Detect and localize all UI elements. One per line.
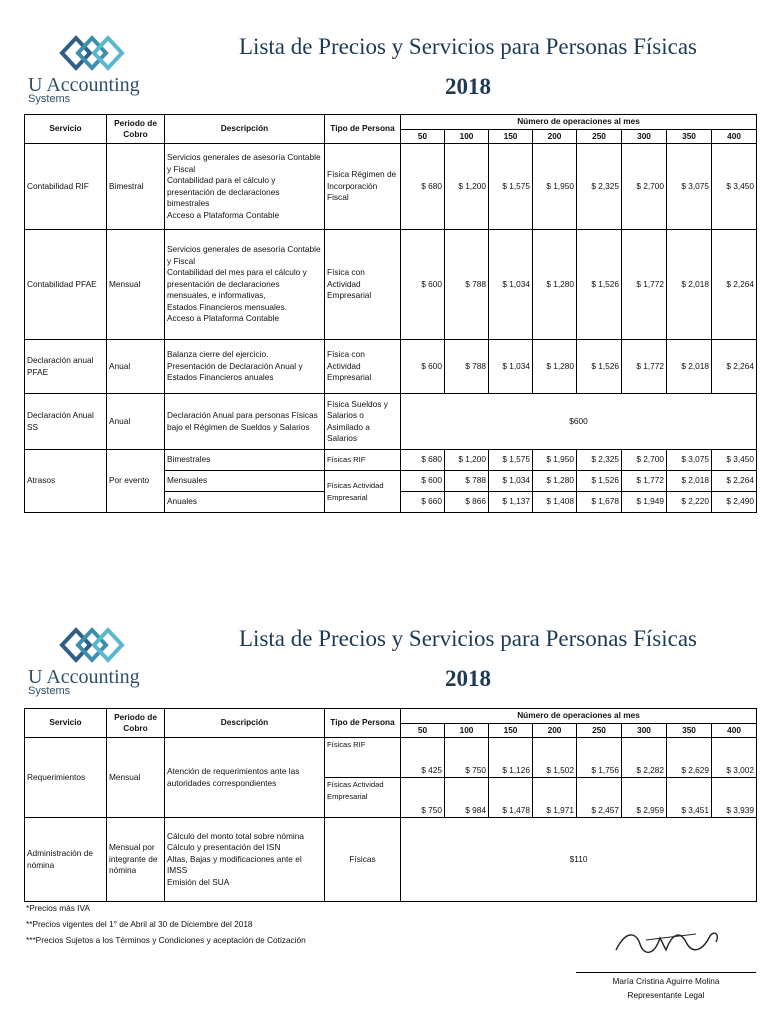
cell-price: $ 680 (401, 144, 445, 230)
cell-price: $ 2,700 (622, 144, 667, 230)
table-row (25, 394, 757, 450)
cell-price: $ 788 (445, 340, 489, 394)
cell-descripcion: Anuales (165, 492, 325, 513)
company-logo (28, 620, 160, 696)
cell-price: $ 2,264 (712, 230, 757, 340)
cell-price: $ 2,325 (577, 450, 622, 471)
page-title (168, 34, 768, 100)
cell-periodo: Mensual (107, 738, 165, 818)
cell-descripcion: Declaración Anual para personas Físicas bajo el Régimen de Sueldos y Salarios (165, 394, 325, 450)
cell-descripcion: Servicios generales de asesoría Contable y Fiscal Contabilidad del mes para el cálculo y presentación de declaraciones mensuales, e informativas, Estados Financieros mensuales. Acceso a Plataforma Contable (165, 230, 325, 340)
logo-mark-icon (56, 620, 126, 670)
header-col: 200 (533, 723, 577, 738)
table-row (25, 340, 757, 394)
cell-price-flat: $110 (401, 818, 757, 902)
cell-servicio: Declaración Anual SS (25, 394, 107, 450)
header-operaciones: Número de operaciones al mes (401, 709, 757, 724)
cell-tipo: Física con Actividad Empresarial (325, 230, 401, 340)
cell-price: $ 2,457 (577, 778, 622, 818)
cell-price: $ 2,629 (667, 738, 712, 778)
cell-price: $ 2,220 (667, 492, 712, 513)
cell-tipo: Físicas RIF (325, 450, 401, 471)
table-row (25, 818, 757, 902)
header-operaciones: Número de operaciones al mes (401, 115, 757, 130)
brand-subtitle: Systems (28, 685, 71, 697)
header-col: 50 (401, 129, 445, 144)
header-col: 250 (577, 723, 622, 738)
cell-tipo: Físicas Actividad Empresarial (325, 471, 401, 513)
cell-price: $ 3,450 (712, 144, 757, 230)
header-col: 250 (577, 129, 622, 144)
price-table-2 (24, 708, 757, 902)
cell-price: $ 1,034 (489, 230, 533, 340)
header-col: 350 (667, 723, 712, 738)
cell-price: $ 1,280 (533, 471, 577, 492)
header-descripcion: Descripción (165, 115, 325, 144)
cell-tipo: Física Sueldos y Salarios o Asimilado a Salarios (325, 394, 401, 450)
header-descripcion: Descripción (165, 709, 325, 738)
title-year: 2018 (445, 74, 491, 99)
cell-price: $ 1,772 (622, 471, 667, 492)
cell-price: $ 1,034 (489, 340, 533, 394)
cell-price: $ 1,971 (533, 778, 577, 818)
cell-price: $ 1,756 (577, 738, 622, 778)
cell-descripcion: Bimestrales (165, 450, 325, 471)
signature-block (576, 920, 756, 1000)
table-row (25, 738, 757, 778)
brand-name: U Accounting (28, 74, 140, 96)
signature-role: Representante Legal (627, 990, 705, 1000)
cell-price: $ 1,137 (489, 492, 533, 513)
cell-price: $ 600 (401, 471, 445, 492)
cell-price: $ 3,450 (712, 450, 757, 471)
title-text: Lista de Precios y Servicios para Personas Físicas (239, 626, 697, 651)
cell-price: $ 2,018 (667, 340, 712, 394)
header-col: 300 (622, 129, 667, 144)
cell-descripcion: Cálculo del monto total sobre nómina Cálculo y presentación del ISN Altas, Bajas y modificaciones ante el IMSS Emisión del SUA (165, 818, 325, 902)
header-periodo: Periodo de Cobro (107, 709, 165, 738)
header-tipo: Tipo de Persona (325, 709, 401, 738)
cell-price: $ 1,950 (533, 450, 577, 471)
cell-price: $ 984 (445, 778, 489, 818)
brand-name: U Accounting (28, 666, 140, 688)
cell-price: $ 3,939 (712, 778, 757, 818)
logo-mark-icon (56, 28, 126, 78)
cell-price: $ 2,018 (667, 471, 712, 492)
cell-price: $ 1,478 (489, 778, 533, 818)
cell-descripcion: Servicios generales de asesoría Contable y Fiscal Contabilidad para el cálculo y presentación de declaraciones bimestrales Acceso a Plataforma Contable (165, 144, 325, 230)
cell-tipo: Físicas Actividad Empresarial (325, 778, 401, 818)
cell-price: $ 680 (401, 450, 445, 471)
cell-price: $ 425 (401, 738, 445, 778)
cell-price: $ 1,526 (577, 340, 622, 394)
signature-mark-icon (606, 920, 726, 960)
cell-price: $ 1,280 (533, 340, 577, 394)
cell-servicio: Declaración anual PFAE (25, 340, 107, 394)
header-servicio: Servicio (25, 115, 107, 144)
cell-descripcion: Mensuales (165, 471, 325, 492)
header-periodo: Periodo de Cobro (107, 115, 165, 144)
cell-price: $ 1,575 (489, 144, 533, 230)
cell-price: $ 788 (445, 471, 489, 492)
cell-price: $ 750 (445, 738, 489, 778)
title-year: 2018 (445, 666, 491, 691)
cell-tipo: Física Régimen de Incorporación Fiscal (325, 144, 401, 230)
cell-price: $ 750 (401, 778, 445, 818)
table-row (25, 230, 757, 340)
cell-price: $ 2,700 (622, 450, 667, 471)
cell-price: $ 1,200 (445, 144, 489, 230)
table-row (25, 450, 757, 471)
cell-servicio: Requerimientos (25, 738, 107, 818)
cell-price: $ 1,408 (533, 492, 577, 513)
title-text: Lista de Precios y Servicios para Personas Físicas (239, 34, 697, 59)
header-col: 150 (489, 129, 533, 144)
header-col: 400 (712, 129, 757, 144)
cell-periodo: Anual (107, 394, 165, 450)
header-tipo: Tipo de Persona (325, 115, 401, 144)
cell-descripcion: Balanza cierre del ejercicio. Presentación de Declaración Anual y Estados Financieros anuales (165, 340, 325, 394)
footnotes (26, 900, 306, 948)
cell-price: $ 3,002 (712, 738, 757, 778)
cell-descripcion: Atención de requerimientos ante las autoridades correspondientes (165, 738, 325, 818)
cell-price: $ 1,200 (445, 450, 489, 471)
cell-tipo: Físicas RIF (325, 738, 401, 778)
cell-price: $ 2,490 (712, 492, 757, 513)
header-col: 100 (445, 129, 489, 144)
header-col: 150 (489, 723, 533, 738)
cell-price: $ 1,526 (577, 471, 622, 492)
cell-price: $ 3,451 (667, 778, 712, 818)
price-table-1 (24, 114, 757, 513)
cell-periodo: Bimestral (107, 144, 165, 230)
cell-price: $ 2,018 (667, 230, 712, 340)
cell-price: $ 788 (445, 230, 489, 340)
cell-price: $ 1,126 (489, 738, 533, 778)
cell-periodo: Mensual por integrante de nómina (107, 818, 165, 902)
brand-subtitle: Systems (28, 93, 71, 105)
cell-price-flat: $600 (401, 394, 757, 450)
header-col: 50 (401, 723, 445, 738)
header-col: 400 (712, 723, 757, 738)
cell-price: $ 2,959 (622, 778, 667, 818)
cell-price: $ 1,575 (489, 450, 533, 471)
header-col: 100 (445, 723, 489, 738)
cell-servicio: Contabilidad PFAE (25, 230, 107, 340)
cell-price: $ 3,075 (667, 144, 712, 230)
cell-tipo: Físicas (325, 818, 401, 902)
cell-price: $ 1,678 (577, 492, 622, 513)
table-row (25, 144, 757, 230)
cell-price: $ 1,526 (577, 230, 622, 340)
cell-periodo: Anual (107, 340, 165, 394)
cell-price: $ 2,282 (622, 738, 667, 778)
cell-price: $ 1,772 (622, 230, 667, 340)
footnote: **Precios vigentes del 1° de Abril al 30 de Diciembre del 2018 (26, 919, 253, 929)
cell-servicio: Atrasos (25, 450, 107, 513)
cell-periodo: Por evento (107, 450, 165, 513)
cell-price: $ 1,502 (533, 738, 577, 778)
footnote: ***Precios Sujetos a los Términos y Condiciones y aceptación de Cotización (26, 935, 306, 945)
cell-price: $ 660 (401, 492, 445, 513)
cell-servicio: Contabilidad RIF (25, 144, 107, 230)
header-col: 200 (533, 129, 577, 144)
page-title (168, 626, 768, 692)
cell-price: $ 1,950 (533, 144, 577, 230)
footnote: *Precios más IVA (26, 903, 90, 913)
cell-price: $ 2,264 (712, 340, 757, 394)
header-col: 350 (667, 129, 712, 144)
cell-tipo: Física con Actividad Empresarial (325, 340, 401, 394)
cell-price: $ 600 (401, 340, 445, 394)
cell-price: $ 1,772 (622, 340, 667, 394)
cell-price: $ 3,075 (667, 450, 712, 471)
header-col: 300 (622, 723, 667, 738)
cell-servicio: Administración de nómina (25, 818, 107, 902)
cell-price: $ 1,034 (489, 471, 533, 492)
cell-price: $ 1,949 (622, 492, 667, 513)
cell-price: $ 866 (445, 492, 489, 513)
cell-price: $ 2,325 (577, 144, 622, 230)
cell-price: $ 1,280 (533, 230, 577, 340)
header-servicio: Servicio (25, 709, 107, 738)
cell-price: $ 2,264 (712, 471, 757, 492)
cell-price: $ 600 (401, 230, 445, 340)
cell-periodo: Mensual (107, 230, 165, 340)
signature-name: María Cristina Aguirre Molina (576, 972, 756, 986)
company-logo (28, 28, 160, 104)
